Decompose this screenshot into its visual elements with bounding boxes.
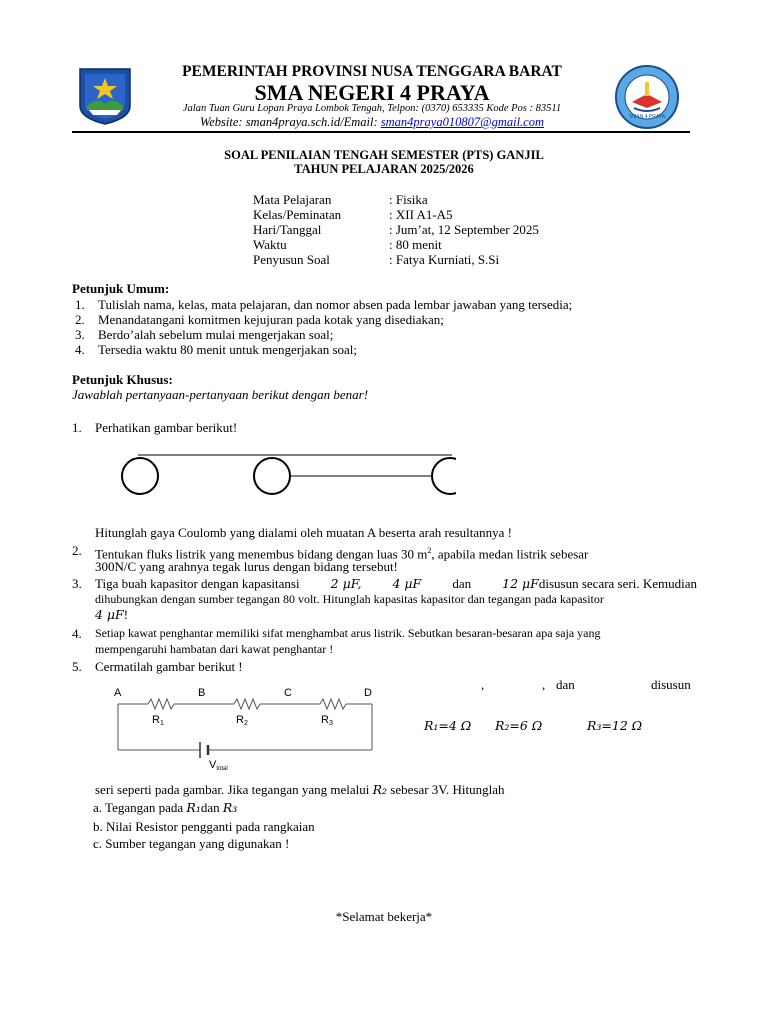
q2-superscript: 2 — [427, 546, 432, 555]
q5-comma: , — [481, 677, 485, 692]
q5-symbol: R₃ — [222, 800, 238, 815]
question-5-a — [93, 800, 237, 815]
question-3-line3 — [95, 607, 128, 622]
question-number: 1. — [72, 420, 82, 435]
q5-text: sebesar 3V. Hitunglah — [390, 782, 505, 797]
resistor-label: R2 — [236, 714, 248, 727]
charge-diagram — [116, 450, 456, 496]
resistor-r1-value: R₁=4 Ω — [424, 718, 472, 733]
q3-capacitance: 2 μF, — [330, 576, 362, 591]
question-2-line2: 300N/C yang arahnya tegak lurus dengan bidang tersebut! — [95, 559, 398, 574]
q3-capacitance: 12 μF — [502, 576, 539, 591]
resistor-label: R1 — [152, 714, 164, 727]
q2-text: , apabila medan listrik sebesar — [431, 546, 589, 562]
q5-text: dan — [200, 800, 220, 815]
school-contact — [152, 115, 592, 130]
special-instructions-heading: Petunjuk Khusus: — [72, 372, 173, 387]
charge-circle — [122, 458, 158, 494]
question-4-line2: mempengaruhi hambatan dari kawat penghantar ! — [95, 642, 334, 656]
info-label: Mata Pelajaran — [253, 192, 332, 207]
info-label: Penyusun Soal — [253, 252, 330, 267]
info-value: : XII A1-A5 — [389, 207, 453, 222]
school-name: SMA NEGERI 4 PRAYA — [254, 80, 490, 105]
question-5-line — [95, 782, 505, 797]
question-number: 5. — [72, 659, 82, 674]
question-3-line1 — [95, 576, 697, 591]
q5-text: seri seperti pada gambar. Jika tegangan yang melalui — [95, 782, 370, 797]
question-5-c: c. Sumber tegangan yang digunakan ! — [93, 836, 290, 851]
resistor-r3-value: R₃=12 Ω — [587, 718, 643, 733]
list-item: Berdo’alah sebelum mulai mengerjakan soal; — [98, 327, 334, 342]
circuit-diagram — [108, 684, 388, 776]
info-value: : 80 menit — [389, 237, 442, 252]
question-5-b: b. Nilai Resistor pengganti pada rangkaian — [93, 819, 315, 834]
special-instructions-text: Jawablah pertanyaan-pertanyaan berikut dengan benar! — [72, 387, 369, 402]
q5-arranged: disusun — [651, 677, 691, 692]
resistor-r2-value: R₂=6 Ω — [495, 718, 543, 733]
general-instructions-heading: Petunjuk Umum: — [72, 281, 170, 296]
info-label: Hari/Tanggal — [253, 222, 322, 237]
question-1-intro: Perhatikan gambar berikut! — [95, 420, 238, 435]
list-number: 4. — [75, 342, 85, 357]
info-label: Waktu — [253, 237, 287, 252]
closing-text: *Selamat bekerja* — [335, 909, 433, 924]
q5-symbol: R₁ — [186, 800, 201, 815]
q5-symbol: R₂ — [372, 782, 388, 797]
node-label: B — [198, 687, 206, 699]
q3-text: ! — [123, 607, 129, 622]
question-number: 3. — [72, 576, 82, 591]
question-3-line2: dihubungkan dengan sumber tegangan 80 volt. Hitunglah kapasitas kapasitor dan tegangan pada kapasitor — [95, 592, 604, 606]
q5-text: a. Tegangan pada — [93, 800, 184, 815]
school-address: Jalan Tuan Guru Lopan Praya Lombok Tengah, Telpon: (0370) 653335 Kode Pos : 83511 — [182, 103, 562, 114]
resistor-label: R3 — [321, 714, 333, 727]
list-number: 1. — [75, 297, 85, 312]
government-name: PEMERINTAH PROVINSI NUSA TENGGARA BARAT — [182, 63, 562, 80]
list-item: Menandatangani komitmen kejujuran pada kotak yang disediakan; — [98, 312, 444, 327]
list-number: 3. — [75, 327, 85, 342]
question-number: 2. — [72, 543, 82, 558]
node-label: A — [114, 687, 122, 699]
letterhead-divider — [72, 131, 690, 133]
charge-circle — [432, 458, 456, 494]
q2-text: Tentukan fluks listrik yang menembus bidang dengan luas 30 m — [95, 546, 428, 562]
source-label: Vtotal — [209, 759, 228, 772]
q3-capacitance: 4 μF — [392, 576, 422, 591]
list-number: 2. — [75, 312, 85, 327]
node-label: D — [364, 687, 372, 699]
charge-circle — [254, 458, 290, 494]
q5-and: dan — [556, 677, 575, 692]
q3-capacitance: 4 μF — [95, 607, 124, 622]
list-item: Tersedia waktu 80 menit untuk mengerjakan soal; — [98, 342, 358, 357]
q3-text: Tiga buah kapasitor dengan kapasitansi — [95, 576, 300, 591]
list-item: Tulislah nama, kelas, mata pelajaran, dan nomor absen pada lembar jawaban yang tersedia; — [98, 297, 573, 312]
website-text: Website: sman4praya.sch.id/Email — [199, 115, 374, 129]
info-value: : Fisika — [389, 192, 428, 207]
info-value: : Jum’at, 12 September 2025 — [389, 222, 539, 237]
question-4-line1: Setiap kawat penghantar memiliki sifat menghambat arus listrik. Sebutkan besaran-besaran apa saja yang — [95, 626, 601, 640]
node-label: C — [284, 687, 292, 699]
school-logo — [612, 64, 682, 130]
provincial-emblem-logo — [77, 66, 133, 126]
question-1-task: Hitunglah gaya Coulomb yang dialami oleh muatan A beserta arah resultannya ! — [95, 525, 512, 540]
email-colon: : — [373, 115, 378, 129]
info-label: Kelas/Peminatan — [253, 207, 342, 222]
q3-text: disusun secara seri. Kemudian — [538, 576, 697, 591]
q5-comma: , — [542, 677, 546, 692]
question-number: 4. — [72, 626, 82, 641]
info-value: : Fatya Kurniati, S.Si — [389, 252, 500, 267]
q3-text: dan — [452, 576, 472, 591]
question-5-intro: Cermatilah gambar berikut ! — [95, 659, 243, 674]
exam-title: SOAL PENILAIAN TENGAH SEMESTER (PTS) GANJIL — [224, 148, 544, 162]
exam-year: TAHUN PELAJARAN 2025/2026 — [294, 162, 474, 176]
email-link[interactable]: sman4praya010807@gmail.com — [380, 115, 544, 129]
school-logo-text: SMAN 4 PRAYA — [628, 114, 666, 120]
